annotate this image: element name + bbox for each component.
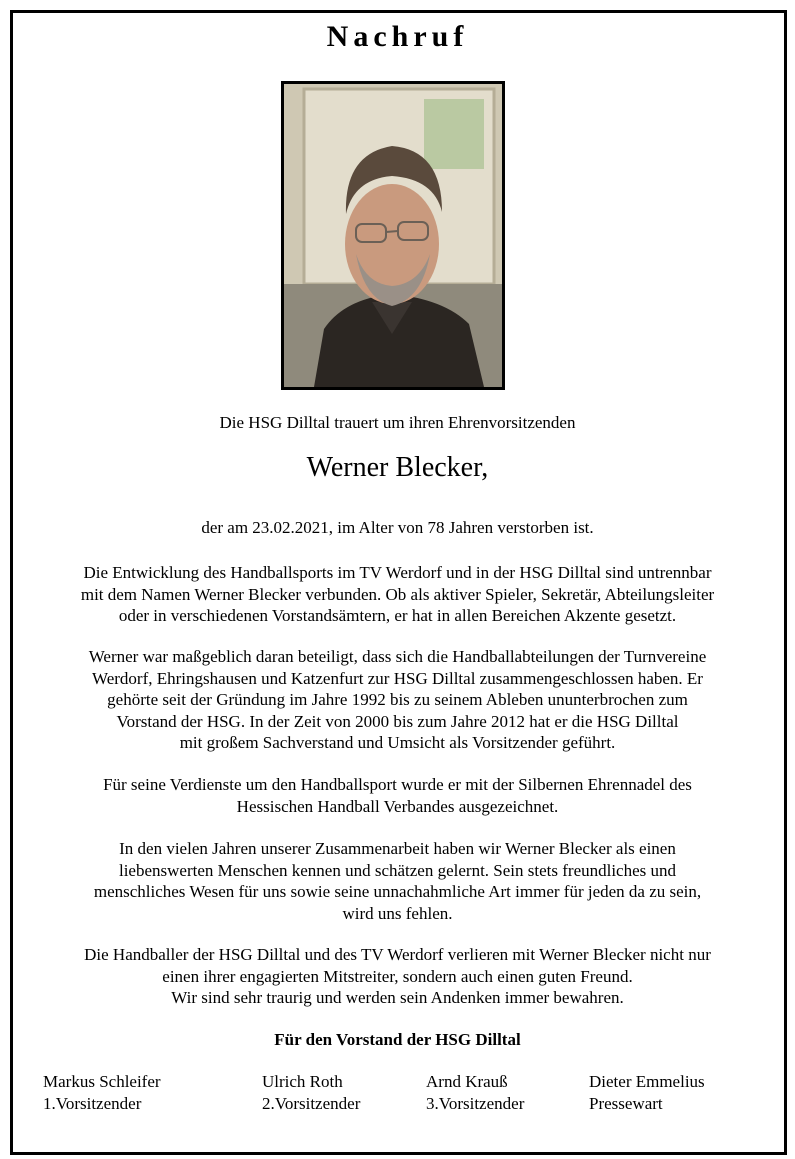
paragraph-line: wird uns fehlen. <box>342 903 453 923</box>
paragraph-line: In den vielen Jahren unserer Zusammenarbeit haben wir Werner Blecker als einen <box>119 839 676 858</box>
signatory-role: 1.Vorsitzender <box>43 1093 142 1113</box>
signatory-name: Dieter Emmelius <box>589 1072 705 1091</box>
paragraph-line: Die Handballer der HSG Dilltal und des TV Werdorf verlieren mit Werner Blecker nicht nur <box>84 945 711 964</box>
paragraph-line: gehörte seit der Gründung im Jahre 1992 bis zu seinem Ableben ununterbrochen zum <box>107 690 688 709</box>
paragraph-line: liebenswerten Menschen kennen und schätzen gelernt. Sein stets freundliches und <box>118 860 677 880</box>
paragraph-line: Hessischen Handball Verbandes ausgezeichnet. <box>236 796 559 816</box>
signatory-name: Markus Schleifer <box>43 1072 161 1091</box>
signatory <box>589 1071 705 1114</box>
signatory-role: Pressewart <box>589 1093 663 1113</box>
signatory-name: Ulrich Roth <box>262 1072 343 1091</box>
paragraph-line: mit dem Namen Werner Blecker verbunden. Ob als aktiver Spieler, Sekretär, Abteilungsleiter <box>80 584 715 604</box>
death-line: der am 23.02.2021, im Alter von 78 Jahren verstorben ist. <box>201 518 594 537</box>
paragraph-line: Die Entwicklung des Handballsports im TV Werdorf und in der HSG Dilltal sind untrennbar <box>83 563 712 582</box>
paragraph-line: oder in verschiedenen Vorstandsämtern, er hat in allen Bereichen Akzente gesetzt. <box>118 606 677 625</box>
signoff-heading: Für den Vorstand der HSG Dilltal <box>274 1030 521 1049</box>
signatory <box>426 1071 524 1114</box>
paragraph-line: einen ihrer engagierten Mitstreiter, sondern auch einen guten Freund. <box>162 966 633 986</box>
paragraph-line: Vorstand der HSG. In der Zeit von 2000 bis zum Jahre 2012 hat er die HSG Dilltal <box>116 711 679 731</box>
signatory <box>43 1071 161 1114</box>
paragraph-line: menschliches Wesen für uns sowie seine unnachahmliche Art immer für jeden da zu sein, <box>93 882 702 901</box>
portrait-illustration <box>284 84 502 387</box>
signatory-name: Arnd Krauß <box>426 1072 508 1091</box>
paragraph-line: Werner war maßgeblich daran beteiligt, dass sich die Handballabteilungen der Turnvereine <box>88 647 707 666</box>
portrait-photo <box>281 81 505 390</box>
paragraph-line: Für seine Verdienste um den Handballsport wurde er mit der Silbernen Ehrennadel des <box>103 775 692 794</box>
intro-line: Die HSG Dilltal trauert um ihren Ehrenvorsitzenden <box>219 413 576 432</box>
page-title: Nachruf <box>326 20 469 53</box>
paragraph-line: Werdorf, Ehringshausen und Katzenfurt zur HSG Dilltal zusammengeschlossen haben. Er <box>92 668 703 688</box>
signatory-role: 3.Vorsitzender <box>426 1093 525 1113</box>
paragraph-line: Wir sind sehr traurig und werden sein Andenken immer bewahren. <box>171 988 624 1007</box>
deceased-name: Werner Blecker, <box>306 452 489 483</box>
signatory <box>262 1071 360 1114</box>
signatory-role: 2.Vorsitzender <box>262 1093 361 1113</box>
paragraph-line: mit großem Sachverstand und Umsicht als Vorsitzender geführt. <box>179 733 616 752</box>
